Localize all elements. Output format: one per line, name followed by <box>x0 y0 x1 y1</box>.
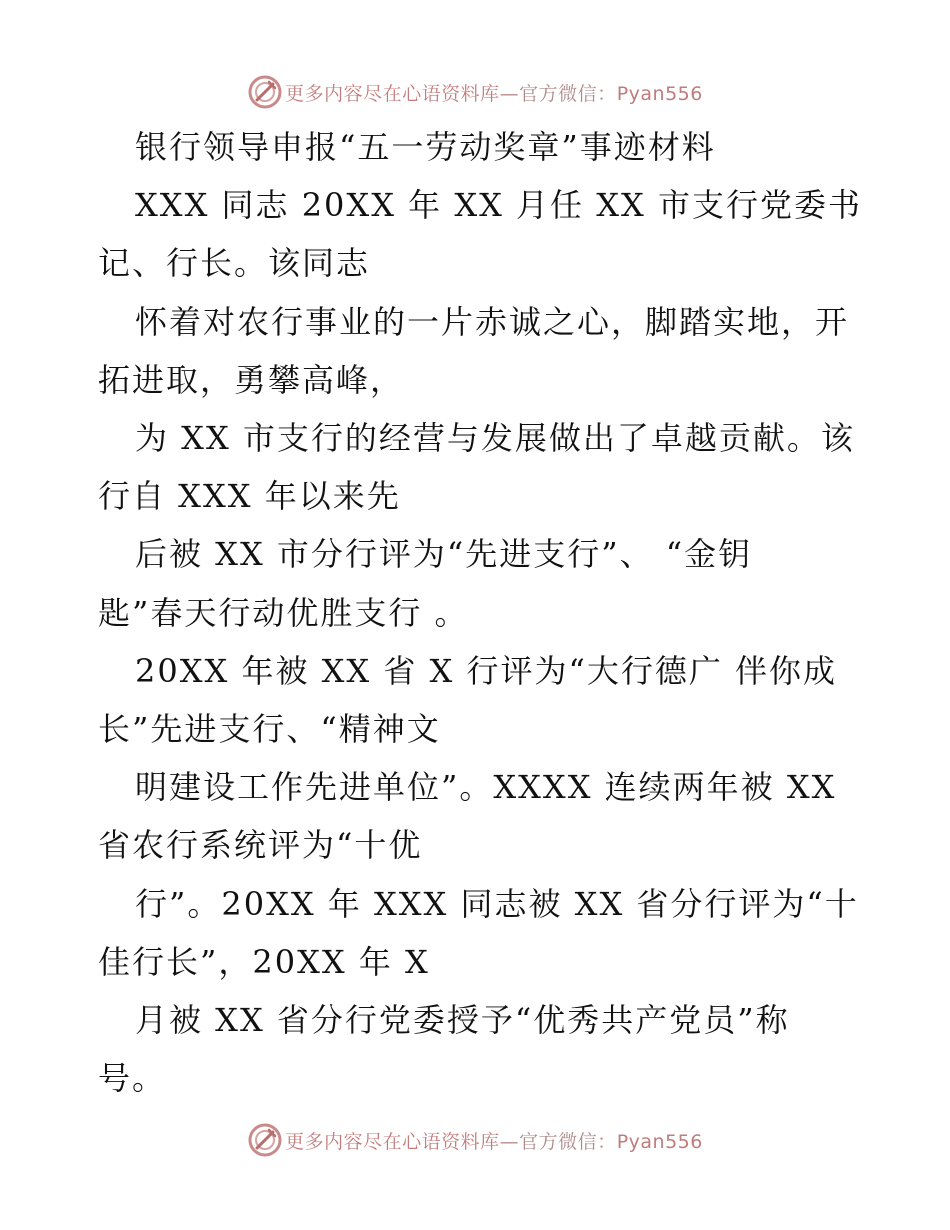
paragraph-line: 号。 <box>98 1059 167 1097</box>
paragraph-line: 明建设工作先进单位”。XXXX 连续两年被 XX <box>135 768 837 806</box>
paragraph-line: 匙”春天行动优胜支行 。 <box>98 594 469 632</box>
paragraph-line: XXX 同志 20XX 年 XX 月任 XX 市支行党委书 <box>135 186 862 224</box>
paragraph-line: 行自 XXX 年以来先 <box>98 477 401 515</box>
paragraph-line: 20XX 年被 XX 省 X 行评为“大行德广 伴你成 <box>135 652 838 690</box>
banner-separator: — <box>499 1130 520 1153</box>
paragraph-line: 拓进取，勇攀高峰， <box>98 361 405 399</box>
banner-brand: 更多内容尽在心语资料库 <box>285 1130 500 1153</box>
document-title: 银行领导申报“五一劳动奖章”事迹材料 <box>135 128 716 166</box>
paragraph-line: 为 XX 市支行的经营与发展做出了卓越贡献。该 <box>135 419 855 457</box>
banner-brand: 更多内容尽在心语资料库 <box>285 82 500 105</box>
paragraph-line: 后被 XX 市分行评为“先进支行”、 “金钥 <box>135 535 753 573</box>
paragraph-line: 怀着对农行事业的一片赤诚之心，脚踏实地，开 <box>135 303 850 341</box>
header-banner <box>0 72 950 112</box>
paragraph-line: 佳行长”，20XX 年 X <box>98 943 430 981</box>
banner-wechat-id: Pyan556 <box>616 82 703 105</box>
banner-wechat-id: Pyan556 <box>616 1130 703 1153</box>
paragraph-line: 长”先进支行、“精神文 <box>98 710 441 748</box>
paragraph-line: 行”。20XX 年 XXX 同志被 XX 省分行评为“十 <box>135 885 859 923</box>
banner-text <box>285 1127 703 1154</box>
paragraph-line: 省农行系统评为“十优 <box>98 826 423 864</box>
paragraph-line: 月被 XX 省分行党委授予“优秀共产党员”称 <box>135 1001 790 1039</box>
footer-banner <box>0 1120 950 1160</box>
brand-logo-icon <box>247 1122 283 1158</box>
banner-separator: — <box>499 82 520 105</box>
brand-logo-icon <box>247 74 283 110</box>
paragraph-line: 记、行长。该同志 <box>98 244 371 282</box>
banner-wechat-label: 官方微信： <box>519 82 617 105</box>
banner-wechat-label: 官方微信： <box>519 1130 617 1153</box>
banner-text <box>285 79 703 106</box>
